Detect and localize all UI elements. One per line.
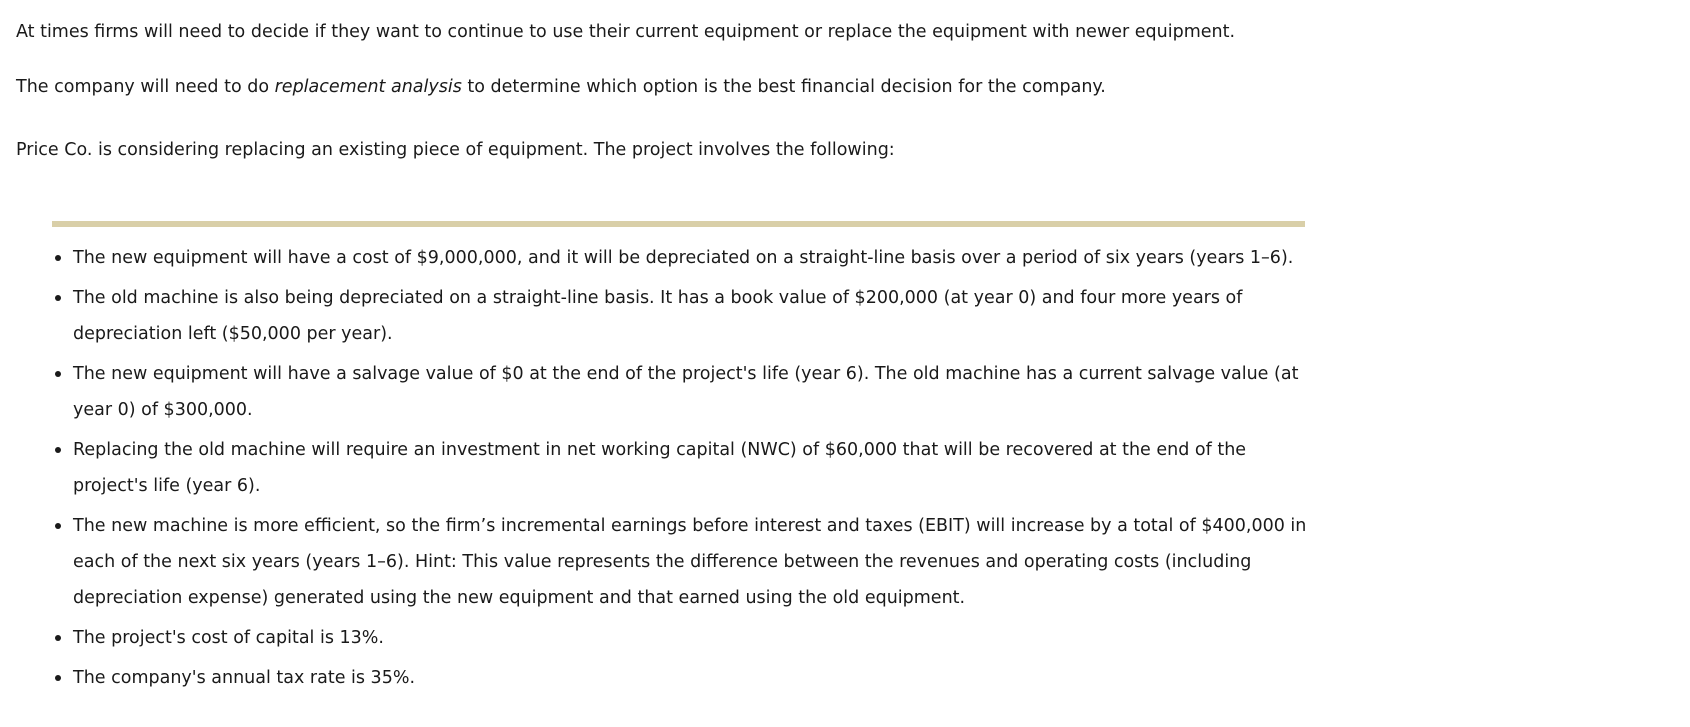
list-item: The new equipment will have a salvage value of $0 at the end of the project's life (year 6). The old machine has a current salvage value (at year 0) of $300,000. [52,356,1312,428]
intro-paragraph-2-lead: The company will need to do [16,77,275,97]
replacement-analysis-term: replacement analysis [274,77,462,97]
intro-paragraph-3: Price Co. is considering replacing an existing piece of equipment. The project involves the following: [16,140,895,160]
section-divider [52,221,1305,227]
list-item: The new equipment will have a cost of $9,000,000, and it will be depreciated on a straight-line basis over a period of six years (years 1–6). [52,240,1312,276]
list-item: The project's cost of capital is 13%. [52,620,1312,656]
list-item: The company's annual tax rate is 35%. [52,660,1312,696]
list-item: The old machine is also being depreciated on a straight-line basis. It has a book value of $200,000 (at year 0) and four more years of depreciation left ($50,000 per year). [52,280,1312,352]
project-details-list [52,240,1312,700]
list-item: Replacing the old machine will require an investment in net working capital (NWC) of $60,000 that will be recovered at the end of the project's life (year 6). [52,432,1312,504]
list-item: The new machine is more efficient, so the firm’s incremental earnings before interest and taxes (EBIT) will increase by a total of $400,000 in each of the next six years (years 1–6). Hint: This value represents the difference between the revenues and operating costs (including depreciation expense) generated using the new equipment and that earned using the old equipment. [52,508,1312,616]
intro-paragraph-2-tail: to determine which option is the best financial decision for the company. [461,77,1106,97]
intro-paragraph-1: At times firms will need to decide if they want to continue to use their current equipment or replace the equipment with newer equipment. [16,22,1236,42]
intro-paragraph-2 [16,75,1106,99]
